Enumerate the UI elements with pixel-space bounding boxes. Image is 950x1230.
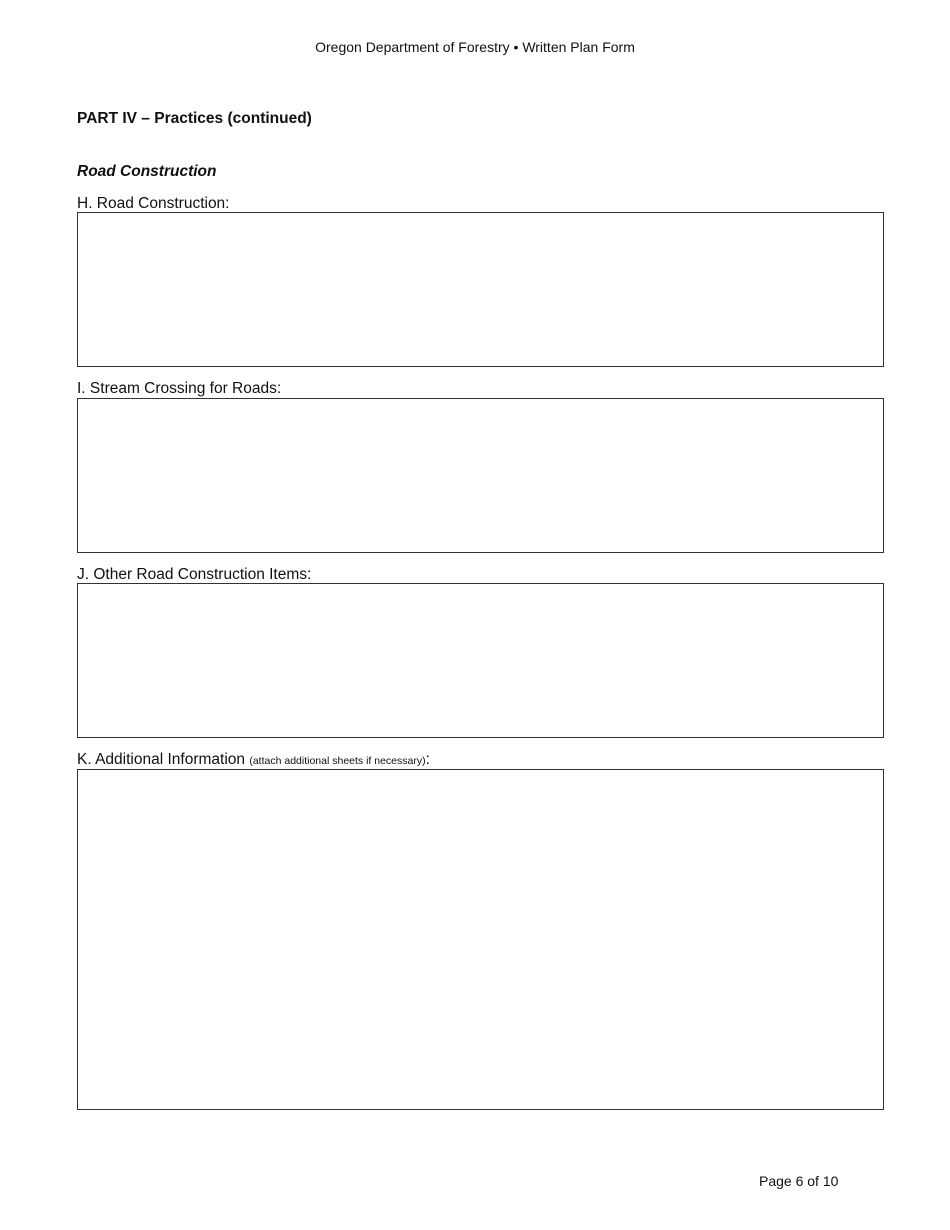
form-header: Oregon Department of Forestry • Written Plan Form bbox=[315, 39, 635, 55]
road-construction-label: H. Road Construction: bbox=[77, 195, 230, 212]
stream-crossing-label: I. Stream Crossing for Roads: bbox=[77, 380, 282, 397]
other-road-items-field[interactable] bbox=[77, 583, 884, 738]
additional-information-note: (attach additional sheets if necessary) bbox=[249, 755, 426, 767]
additional-information-label bbox=[77, 751, 430, 770]
section-title: Road Construction bbox=[77, 163, 217, 180]
additional-information-field[interactable] bbox=[77, 769, 884, 1110]
additional-information-label-text: K. Additional Information bbox=[77, 751, 246, 768]
part-title: PART IV – Practices (continued) bbox=[77, 110, 312, 127]
additional-information-label-suffix: : bbox=[425, 751, 430, 768]
other-road-items-label: J. Other Road Construction Items: bbox=[77, 566, 312, 583]
stream-crossing-field[interactable] bbox=[77, 398, 884, 553]
road-construction-field[interactable] bbox=[77, 212, 884, 367]
page-number: Page 6 of 10 bbox=[759, 1173, 839, 1189]
